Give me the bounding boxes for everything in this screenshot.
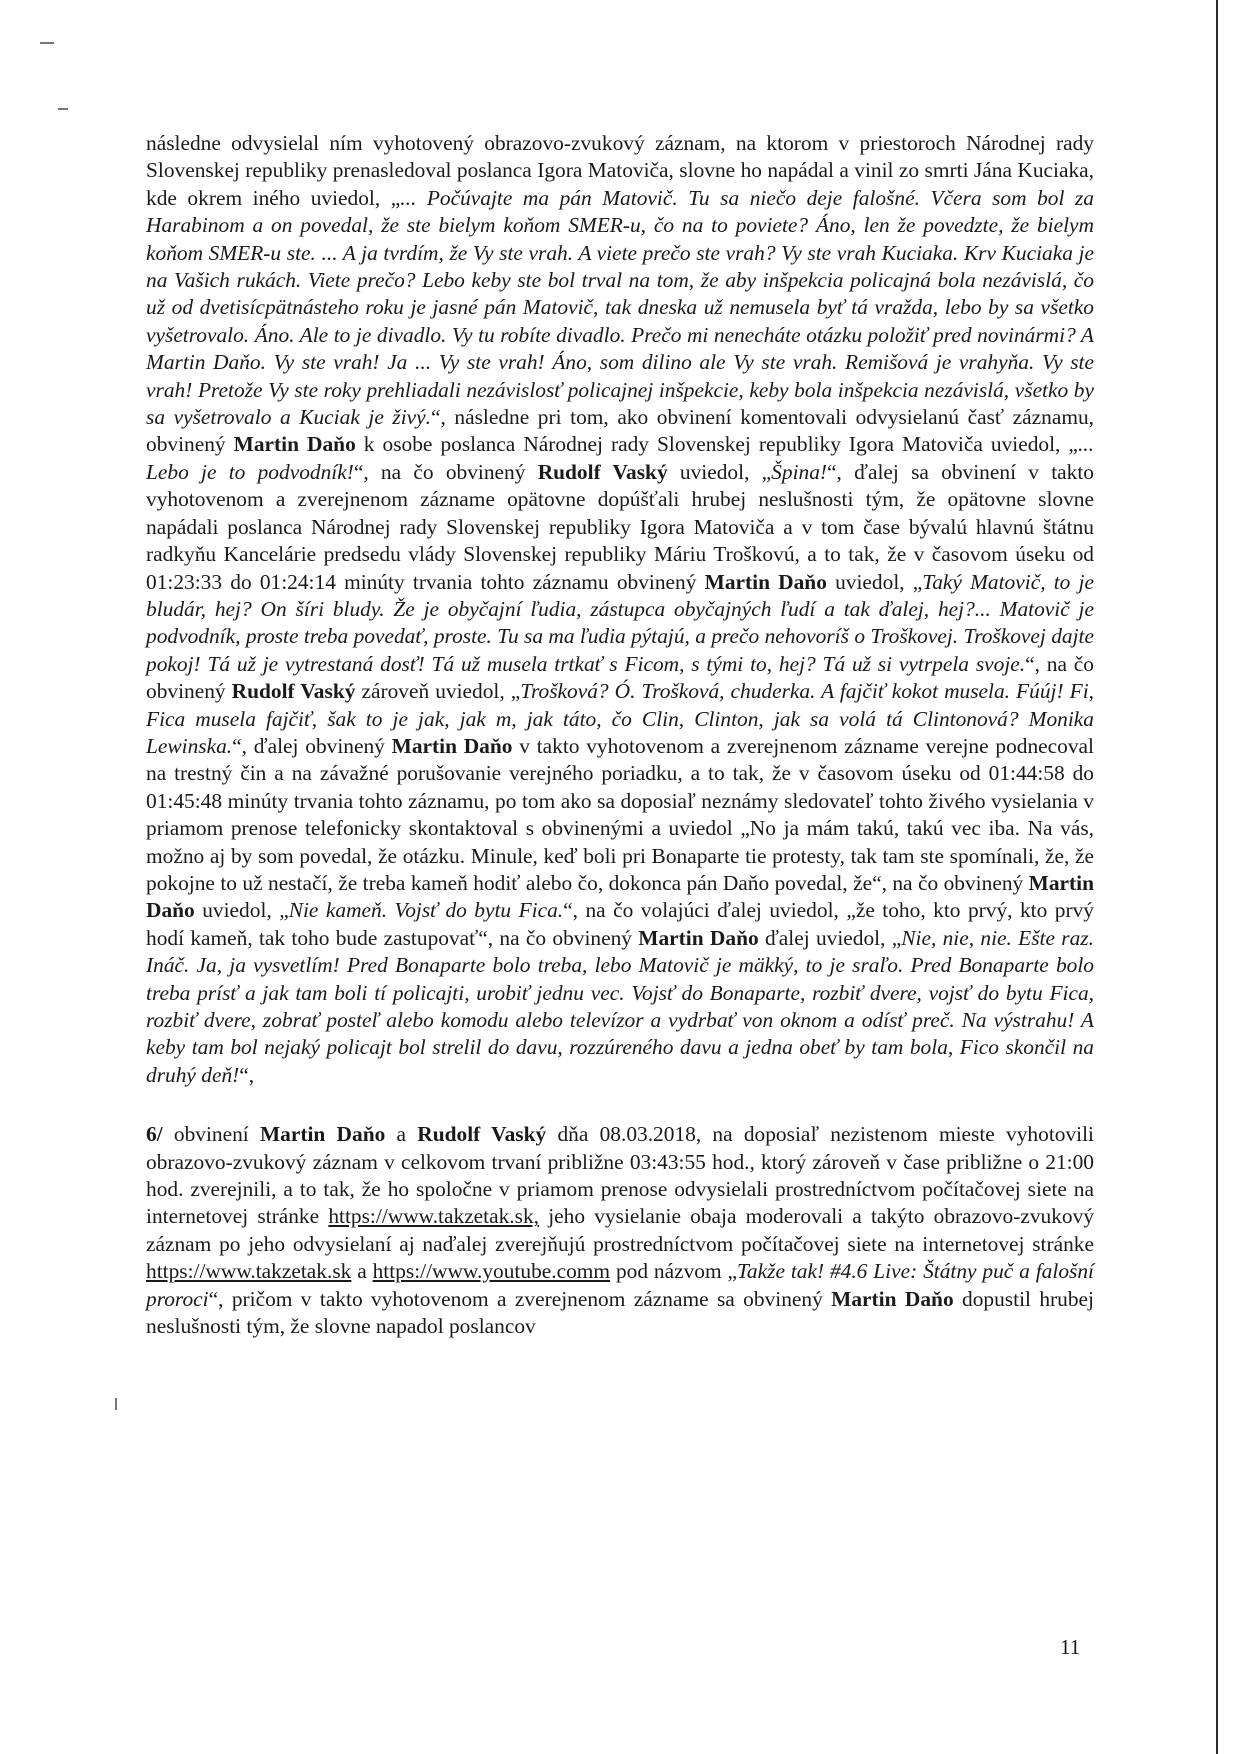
text-run: “, pričom v takto vyhotovenom a zverejnenom zázname sa obvinený (208, 1286, 832, 1311)
text-run: “, na čo volajúci ďalej uviedol, „že toho, kto prvý, kto prvý hodí kameň, tak toho bude zastupovať“, na čo obvinený (146, 898, 1094, 950)
website-link[interactable]: https://www.takzetak.sk (146, 1259, 352, 1284)
defendant-name: Martin Daňo (259, 1122, 386, 1147)
text-run: “, ďalej obvinený (232, 733, 392, 758)
text-run: ďalej uviedol, „ (758, 925, 902, 950)
text-run: “, následne pri tom, ako obvinení komentovali odvysielanú časť záznamu, obvinený (146, 405, 1094, 457)
scan-edge-line (1216, 0, 1218, 1754)
defendant-name: Martin Daňo (638, 925, 759, 950)
text-run: uviedol, „ (826, 569, 923, 594)
document-body (146, 130, 1094, 1340)
defendant-name: Martin Daňo (831, 1286, 954, 1311)
scan-speck (58, 108, 68, 110)
defendant-name: Martin Daňo (146, 870, 1094, 923)
quote-run: Trošková? Ó. Trošková, chuderka. A fajčiť kokot musela. Fúúj! Fi, Fica musela fajčiť, šak to je jak, jak m, jak táto, čo Clin, Clinton, jak sa volá tá Clintonová? Monika Lewinska. (146, 679, 1094, 758)
text-run: “, na čo obvinený (353, 459, 538, 484)
text-run: dopustil hrubej neslušnosti tým, že slovne napadol poslancov (146, 1286, 1094, 1339)
page-number: 11 (1060, 1635, 1081, 1659)
text-run: v takto vyhotovenom a zverejnenom zázname verejne podnecoval na trestný čin a na závažné porušovanie verejného poriadku, a to tak, že v časovom úseku od 01:44:58 do 01:45:48 minúty trvania tohto záznamu, po tom ako sa doposiaľ neznámy sledovateľ tohto živého vysielania v priamom prenose telefonicky skontaktoval s obvinenými a uviedol „No ja mám takú, takú vec iba. Na vás, možno aj by som povedal, že otázku. Minule, keď boli pri Bonaparte tie protesty, tak tam ste spomínali, že, že pokojne to už nestačí, že treba kameň hodiť alebo čo, dokonca pán Daňo povedal, že“, na čo obvinený (146, 733, 1094, 895)
defendant-name: Martin Daňo (233, 432, 356, 457)
text-run: “, ďalej sa obvinení v takto vyhotovenom a zverejnenom zázname opätovne dopúšťali hrubej neslušnosti tým, že opätovne slovne napádali poslanca Národnej rady Slovenskej republiky Igora Matoviča a v tom čase bývalú hlavnú štátnu radkyňu Kancelárie predsedu vlády Slovenskej republiky Máriu Troškovú, a to tak, že v časovom úseku od 01:23:33 do 01:24:14 minúty trvania tohto záznamu obvinený (146, 459, 1094, 594)
text-run: zároveň uviedol, „ (355, 679, 521, 704)
defendant-name: Rudolf Vaský (537, 459, 668, 484)
text-run: k osobe poslanca Národnej rady Slovenskej republiky Igora Matoviča uviedol, „ (355, 432, 1078, 457)
defendant-name: Martin Daňo (391, 733, 513, 758)
text-run: uviedol, „ (194, 898, 289, 923)
quote-run: Špina! (771, 459, 828, 484)
defendant-name: Rudolf Vaský (417, 1122, 547, 1147)
quote-run: Nie kameň. Vojsť do bytu Fica. (288, 898, 564, 923)
paragraph-testimony (146, 130, 1094, 1089)
scan-speck (115, 1398, 117, 1410)
quote-run: Nie, nie, nie. Ešte raz. Ináč. Ja, ja vysvetlím! Pred Bonaparte bolo treba, lebo Matovič je mäkký, to je sraľo. Pred Bonaparte bolo treba prísť a jak tam boli tí policajti, urobiť jednu vec. Vojsť do Bonaparte, rozbiť dvere, vojsť do bytu Fica, rozbiť dvere, zobrať posteľ alebo komodu alebo televízor a vydrbať von oknom a odísť preč. Na výstrahu! A keby tam bol nejaký policajt bol strelil do davu, rozzúreného davu a jedna obeť by tam bola, Fico skončil na druhý deň! (146, 925, 1094, 1087)
text-run: “, na čo obvinený (146, 651, 1095, 704)
text-run: “, (239, 1062, 255, 1087)
text-run: a (385, 1122, 418, 1147)
charge-number: 6/ (146, 1122, 163, 1147)
text-run: a (351, 1259, 373, 1284)
text-run: uviedol, „ (667, 459, 772, 484)
quote-run: ... Lebo je to podvodník! (146, 432, 1094, 484)
defendant-name: Martin Daňo (704, 569, 827, 594)
scan-speck (40, 42, 54, 44)
youtube-link[interactable]: https://www.youtube.comm (372, 1259, 611, 1284)
text-run: jeho vysielanie obaja moderovali a takýto obrazovo-zvukový záznam po jeho odvysielaní aj naďalej zverejňujú prostredníctvom počítačovej siete na internetovej stránke (146, 1204, 1095, 1256)
text-run: následne odvysielal ním vyhotovený obrazovo-zvukový záznam, na ktorom v priestoroch Národnej rady Slovenskej republiky prenasledoval poslanca Igora Matoviča, slovne ho napádal a vinil zo smrti Jána Kuciaka, kde okrem iného uviedol, „ (146, 131, 1094, 210)
quote-run: Taký Matovič, to je bludár, hej? On šíri bludy. Že je obyčajní ľudia, zástupca obyčajných ľudí a tak ďalej, hej?... Matovič je podvodník, proste treba povedať, proste. Tu sa ma ľudia pýtajú, a prečo nehovoríš o Troškovej. Troškovej dajte pokoj! Tá už je vytrestaná dosť! Tá už musela trtkať s Ficom, s tými to, hej? Tá už si vytrpela svoje. (146, 569, 1094, 676)
video-title: Takže tak! #4.6 Live: Štátny puč a falošní proroci (146, 1259, 1094, 1311)
quote-run: ... Počúvajte ma pán Matovič. Tu sa niečo deje falošné. Včera som bol za Harabinom a on povedal, že ste bielym koňom SMER-u, čo na to poviete? Áno, len že povedzte, že bielym koňom SMER-u ste. ... A ja tvrdím, že Vy ste vrah. A viete prečo ste vrah? Vy ste vrah Kuciaka. Krv Kuciaka je na Vašich rukách. Viete prečo? Lebo keby ste bol trval na tom, že aby inšpekcia policajná bola nezávislá, čo už od dvetisícpätnásteho roku je jasné pán Matovič, tak dneska už nemusela byť tá vražda, lebo by sa všetko vyšetrovalo. Áno. Ale to je divadlo. Vy tu robíte divadlo. Prečo mi nenecháte otázku položiť pred novinármi? A Martin Daňo. Vy ste vrah! Ja ... Vy ste vrah! Áno, som dilino ale Vy ste vrah. Remišová je vrahyňa. Vy ste vrah! Pretože Vy ste roky prehliadali nezávislosť policajnej inšpekcie, keby bola inšpekcia nezávislá, všetko by sa vyšetrovalo a Kuciak je živý. (146, 185, 1094, 430)
defendant-name: Rudolf Vaský (231, 679, 356, 704)
text-run: pod názvom „ (610, 1259, 737, 1284)
paragraph-charge-6 (146, 1121, 1094, 1340)
website-link[interactable]: https://www.takzetak.sk, (328, 1204, 540, 1229)
text-run: obvinení (162, 1122, 260, 1147)
text-run: dňa 08.03.2018, na doposiaľ nezistenom mieste vyhotovili obrazovo-zvukový záznam v celkovom trvaní približne 03:43:55 hod., ktorý zároveň v čase približne o 21:00 hod. zverejnili, a to tak, že ho spoločne v priamom prenose odvysielali prostredníctvom počítačovej siete na internetovej stránke (146, 1122, 1094, 1229)
